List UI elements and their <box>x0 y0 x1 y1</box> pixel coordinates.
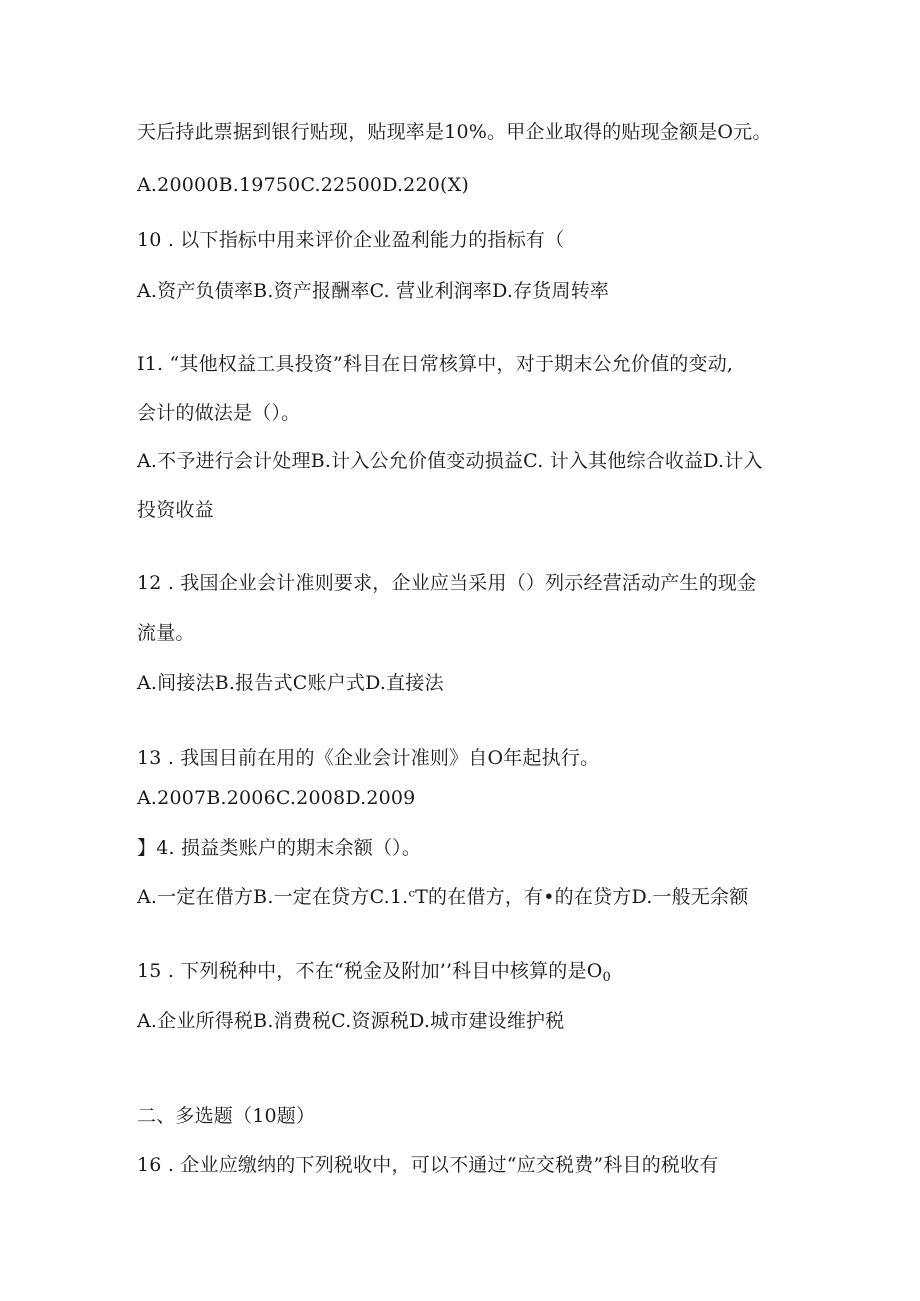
q15-question <box>137 959 611 990</box>
q14-options: A.一定在借方B.一定在贷方C.1.ᶜT的在借方，有•的在贷方D.一般无余额 <box>137 886 749 908</box>
q11-options: A.不予进行会计处理B.计入公允价值变动损益C. 计入其他综合收益D.计入 <box>137 450 763 472</box>
q15-subscript: 0 <box>602 970 611 985</box>
q12-question: 12 . 我国企业会计准则要求，企业应当采用（）列示经营活动产生的现金 <box>137 572 757 594</box>
q16-question: 16 . 企业应缴纳的下列税收中，可以不通过“应交税费”科目的税收有 <box>137 1154 719 1176</box>
q11-question-continuation: 会计的做法是（）。 <box>137 402 301 424</box>
section-heading-multiple-choice: 二、多选题（10题） <box>137 1105 316 1127</box>
q13-options: A.2007B.2006C.2008D.2009 <box>137 787 416 809</box>
q9-options: A.20000B.19750C.22500D.220(X) <box>137 174 470 196</box>
q14-question: 】4. 损益类账户的期末余额（）。 <box>137 837 422 859</box>
q11-options-continuation: 投资收益 <box>137 499 214 521</box>
q10-question: 10 . 以下指标中用来评价企业盈利能力的指标有（ <box>137 229 565 251</box>
q12-question-continuation: 流量。 <box>137 622 195 644</box>
q13-question: 13 . 我国目前在用的《企业会计准则》自O年起执行。 <box>137 747 600 769</box>
q10-options: A.资产负债率B.资产报酬率C. 营业利润率D.存货周转率 <box>137 280 610 302</box>
q12-options: A.间接法B.报告式C账户式D.直接法 <box>137 672 444 694</box>
q11-question: I1. “其他权益工具投资”科目在日常核算中，对于期末公允价值的变动, <box>137 353 734 375</box>
q15-options: A.企业所得税B.消费税C.资源税D.城市建设维护税 <box>137 1010 565 1032</box>
q9-text-continuation: 天后持此票据到银行贴现，贴现率是10%。甲企业取得的贴现金额是O元。 <box>137 121 772 143</box>
q15-question-text: 15 . 下列税种中，不在“税金及附加’’科目中核算的是O <box>137 960 603 982</box>
